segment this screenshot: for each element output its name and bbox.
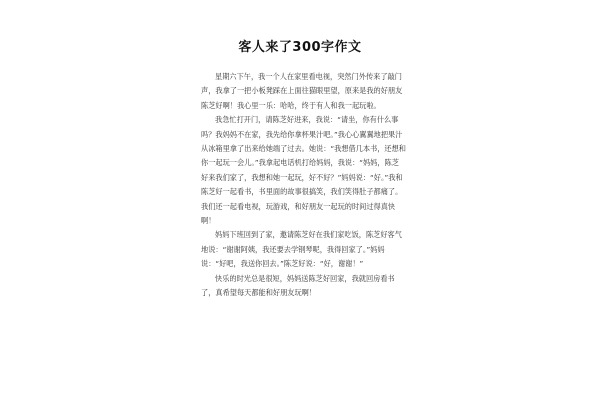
paragraph-1: 星期六下午，我一个人在家里看电视，突然门外传来了敲门声，我拿了一把小板凳踩在上面往猫眼里望，原来是我的好朋友陈芝好啊！我心里一乐：哈哈，终于有人和我一起玩啦。 xyxy=(201,72,403,110)
paragraph-3: 妈妈下班回到了家，邀请陈芝好在我们家吃饭，陈芝好客气地说：“谢谢阿姨，我还要去学钢琴呢，我得回家了。”妈妈说：“好吧，我送你回去。”陈芝好说：“好，谢谢！” xyxy=(201,230,402,269)
paragraph-2: 我急忙打开门，请陈芝好进来，我说：“请坐，你有什么事吗？我妈妈不在家，我先给你拿杯果汁吧。”我心心翼翼地把果汁从冰箱里拿了出来给她端了过去。她说：“我想借几本书，还想和你一起玩一会儿。”我拿起电话机打给妈妈，我说：“妈妈，陈芝好来我们家了，我想和她一起玩，好不好？”妈妈说：“好。”我和陈芝好一起看书，书里面的故事很搞笑，我们笑得肚子都痛了。我们还一起看电视，玩游戏，和好朋友一起玩的时间过得真快啊！ xyxy=(201,115,406,226)
page-title: 客人来了300字作文 xyxy=(238,40,362,55)
essay-body xyxy=(201,70,406,301)
paragraph-4: 快乐的时光总是很短，妈妈送陈芝好回家，我就回房看书了，真希望每天都能和好朋友玩啊！ xyxy=(201,273,395,298)
